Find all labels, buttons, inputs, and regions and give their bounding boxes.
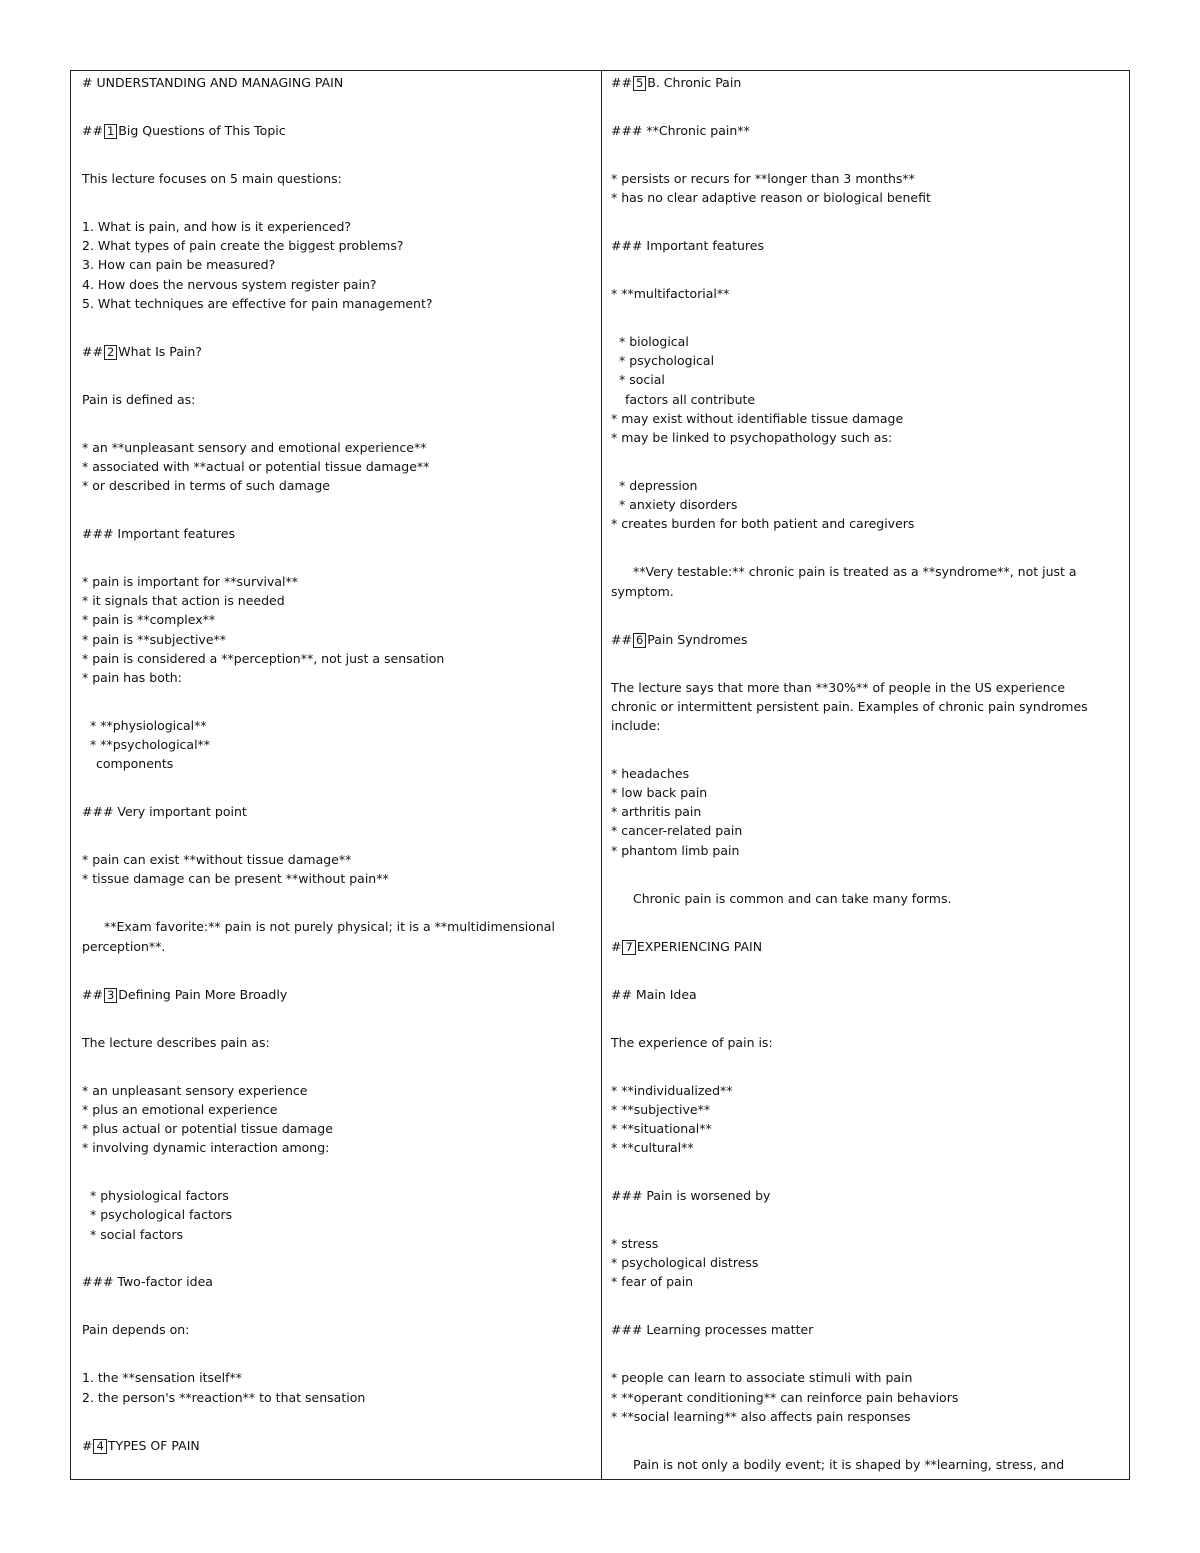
line-text: This lecture focuses on 5 main questions: (82, 170, 342, 186)
blank-line (611, 908, 1121, 937)
blank-line (82, 1052, 592, 1081)
section-heading (82, 342, 592, 361)
text-line (611, 802, 1121, 821)
blank-line (611, 1004, 1121, 1033)
boxed-number: 5 (633, 76, 646, 91)
line-text: B. Chronic Pain (647, 75, 742, 90)
line-text: The experience of pain is: (611, 1034, 773, 1050)
text-line (82, 630, 592, 649)
text-line (611, 409, 1121, 428)
text-line (82, 1205, 592, 1224)
line-text: * anxiety disorders (619, 497, 738, 513)
text-line (611, 678, 1121, 697)
text-line (611, 514, 1121, 533)
line-text: perception**. (82, 938, 166, 954)
text-line (611, 188, 1121, 207)
text-line (611, 582, 1121, 601)
line-text: ### Very important point (82, 804, 247, 820)
heading-marker: # (611, 938, 622, 954)
section-heading (82, 985, 592, 1004)
text-line (82, 754, 592, 773)
column-divider (601, 71, 602, 1479)
text-line (82, 716, 592, 735)
line-text: **Very testable:** chronic pain is treated as a **syndrome**, not just a (633, 564, 1077, 580)
line-text: ### Important features (82, 526, 235, 542)
text-line (82, 1081, 592, 1100)
text-line (82, 917, 592, 936)
line-text: * fear of pain (611, 1274, 694, 1290)
blank-line (82, 188, 592, 217)
blank-line (82, 543, 592, 572)
text-line (611, 841, 1121, 860)
text-line (82, 217, 592, 236)
line-text: * arthritis pain (611, 804, 702, 820)
line-text: * low back pain (611, 785, 708, 801)
line-text: The lecture says that more than **30%** of people in the US experience (611, 679, 1066, 695)
text-line (611, 1320, 1121, 1339)
text-line (611, 764, 1121, 783)
text-line (82, 457, 592, 476)
text-line (82, 438, 592, 457)
section-heading (82, 1436, 592, 1455)
blank-line (82, 1340, 592, 1369)
line-text: components (96, 756, 174, 772)
text-line (82, 668, 592, 687)
blank-line (82, 1407, 592, 1436)
blank-line (82, 140, 592, 169)
text-line (82, 649, 592, 668)
line-text: * creates burden for both patient and caregivers (611, 516, 915, 532)
blank-line (82, 1292, 592, 1321)
text-line (611, 1272, 1121, 1291)
text-line (82, 869, 592, 888)
text-line (82, 1033, 592, 1052)
line-text: ## Main Idea (611, 986, 697, 1002)
text-line (611, 332, 1121, 351)
blank-line (611, 92, 1121, 121)
line-text: * **social learning** also affects pain responses (611, 1408, 911, 1424)
line-text: 3. How can pain be measured? (82, 257, 276, 273)
line-text: * psychological (619, 353, 715, 369)
line-text: Pain is not only a bodily event; it is shaped by **learning, stress, and (633, 1456, 1065, 1472)
line-text: * tissue damage can be present **without pain** (82, 871, 389, 887)
blank-line (82, 687, 592, 716)
line-text: * **operant conditioning** can reinforce pain behaviors (611, 1389, 959, 1405)
line-text: 1. the **sensation itself** (82, 1370, 243, 1386)
line-text: * it signals that action is needed (82, 593, 285, 609)
line-text: * persists or recurs for **longer than 3 months** (611, 170, 915, 186)
heading-marker: ## (82, 343, 103, 359)
text-line (82, 73, 592, 92)
section-heading (611, 937, 1121, 956)
line-text: * pain is **complex** (82, 612, 216, 628)
boxed-number: 7 (622, 940, 635, 955)
text-line (611, 1119, 1121, 1138)
text-line (82, 572, 592, 591)
text-line (82, 1138, 592, 1157)
text-line (611, 697, 1121, 716)
boxed-number: 3 (104, 988, 117, 1003)
line-text: * **individualized** (611, 1082, 733, 1098)
blank-line (82, 313, 592, 342)
blank-line (611, 1340, 1121, 1369)
blank-line (611, 140, 1121, 169)
line-text: ### **Chronic pain** (611, 122, 750, 138)
line-text: The lecture describes pain as: (82, 1034, 270, 1050)
right-column (611, 73, 1121, 1479)
text-line (611, 169, 1121, 188)
line-text: * biological (619, 334, 689, 350)
section-heading (611, 630, 1121, 649)
blank-line (611, 255, 1121, 284)
text-line (82, 1119, 592, 1138)
text-line (611, 1033, 1121, 1052)
blank-line (82, 773, 592, 802)
text-line (611, 562, 1121, 581)
text-line (82, 610, 592, 629)
blank-line (82, 1157, 592, 1186)
text-line (611, 1407, 1121, 1426)
text-line (82, 1368, 592, 1387)
line-text: Defining Pain More Broadly (118, 986, 288, 1002)
line-text: * pain is **subjective** (82, 631, 227, 647)
text-line (82, 1186, 592, 1205)
line-text: Pain Syndromes (647, 631, 748, 647)
text-line (611, 351, 1121, 370)
blank-line (82, 409, 592, 438)
blank-line (611, 956, 1121, 985)
line-text: * **subjective** (611, 1101, 711, 1117)
line-text: Pain is defined as: (82, 391, 196, 407)
blank-line (82, 92, 592, 121)
line-text: * an **unpleasant sensory and emotional experience** (82, 439, 427, 455)
blank-line (611, 601, 1121, 630)
line-text: 2. the person's **reaction** to that sensation (82, 1389, 366, 1405)
heading-marker: # (82, 1437, 93, 1453)
line-text: ### Important features (611, 238, 764, 254)
text-line (82, 937, 592, 956)
text-line (82, 169, 592, 188)
line-text: * people can learn to associate stimuli with pain (611, 1370, 913, 1386)
text-line (611, 1234, 1121, 1253)
text-line (82, 850, 592, 869)
line-text: * pain is important for **survival** (82, 574, 299, 589)
blank-line (82, 821, 592, 850)
text-line (611, 121, 1121, 140)
text-line (611, 284, 1121, 303)
heading-marker: ## (82, 122, 103, 138)
line-text: * depression (619, 478, 698, 494)
text-line (611, 1455, 1121, 1474)
text-line (82, 1388, 592, 1407)
text-line (611, 889, 1121, 908)
text-line (611, 370, 1121, 389)
line-text: 4. How does the nervous system register pain? (82, 276, 377, 292)
boxed-number: 6 (633, 633, 646, 648)
line-text: * phantom limb pain (611, 842, 740, 858)
text-line (611, 1253, 1121, 1272)
text-line (82, 524, 592, 543)
text-line (611, 1368, 1121, 1387)
text-line (611, 716, 1121, 735)
line-text: * **cultural** (611, 1140, 694, 1156)
text-line (82, 1100, 592, 1119)
text-line (82, 591, 592, 610)
text-line (611, 476, 1121, 495)
blank-line (611, 860, 1121, 889)
text-line (611, 1081, 1121, 1100)
line-text: * involving dynamic interaction among: (82, 1140, 330, 1156)
line-text: What Is Pain? (118, 343, 202, 359)
text-line (82, 294, 592, 313)
line-text: * plus actual or potential tissue damage (82, 1120, 333, 1136)
section-heading (611, 73, 1121, 92)
line-text: * **multifactorial** (611, 286, 730, 302)
blank-line (611, 207, 1121, 236)
text-line (82, 735, 592, 754)
text-line (82, 390, 592, 409)
line-text: ### Learning processes matter (611, 1322, 814, 1338)
heading-marker: ## (611, 631, 632, 647)
blank-line (611, 1052, 1121, 1081)
text-line (82, 275, 592, 294)
line-text: EXPERIENCING PAIN (636, 938, 763, 954)
text-line (611, 1138, 1121, 1157)
heading-marker: ## (82, 986, 103, 1002)
text-line (611, 390, 1121, 409)
blank-line (611, 447, 1121, 476)
boxed-number: 1 (104, 124, 117, 139)
line-text: Chronic pain is common and can take many forms. (633, 890, 952, 906)
line-text: * stress (611, 1236, 659, 1252)
line-text: factors all contribute (625, 391, 756, 407)
text-line (611, 495, 1121, 514)
text-line (82, 1225, 592, 1244)
line-text: ### Two-factor idea (82, 1274, 213, 1290)
blank-line (611, 735, 1121, 764)
line-text: * **physiological** (90, 717, 207, 733)
line-text: Big Questions of This Topic (118, 122, 286, 138)
line-text: * psychological factors (90, 1207, 233, 1223)
line-text: chronic or intermittent persistent pain. Examples of chronic pain syndromes (611, 698, 1088, 714)
line-text: # UNDERSTANDING AND MANAGING PAIN (82, 75, 344, 90)
line-text: * physiological factors (90, 1188, 229, 1204)
line-text: 5. What techniques are effective for pain management? (82, 295, 433, 311)
blank-line (611, 1205, 1121, 1234)
blank-line (82, 495, 592, 524)
line-text: * associated with **actual or potential tissue damage** (82, 458, 430, 474)
boxed-number: 4 (93, 1439, 106, 1454)
text-line (611, 985, 1121, 1004)
text-line (82, 236, 592, 255)
blank-line (82, 889, 592, 918)
line-text: 1. What is pain, and how is it experienced? (82, 218, 352, 234)
blank-line (611, 534, 1121, 563)
blank-line (82, 956, 592, 985)
blank-line (82, 361, 592, 390)
left-column (82, 73, 592, 1479)
line-text: * pain is considered a **perception**, not just a sensation (82, 650, 445, 666)
text-line (82, 255, 592, 274)
line-text: * **psychological** (90, 737, 211, 753)
boxed-number: 2 (104, 345, 117, 360)
line-text: * an unpleasant sensory experience (82, 1082, 308, 1098)
line-text: * cancer-related pain (611, 823, 743, 839)
line-text: * **situational** (611, 1120, 712, 1136)
line-text: * social factors (90, 1226, 183, 1242)
text-line (611, 821, 1121, 840)
line-text: * pain has both: (82, 669, 182, 685)
text-line (611, 1100, 1121, 1119)
blank-line (82, 1004, 592, 1033)
line-text: 2. What types of pain create the biggest problems? (82, 238, 404, 254)
blank-line (82, 1244, 592, 1273)
blank-line (611, 303, 1121, 332)
line-text: include: (611, 717, 661, 733)
text-line (611, 1186, 1121, 1205)
line-text: * headaches (611, 765, 690, 781)
blank-line (611, 1157, 1121, 1186)
line-text: symptom. (611, 583, 674, 599)
text-line (611, 428, 1121, 447)
text-line (611, 783, 1121, 802)
line-text: TYPES OF PAIN (107, 1437, 200, 1453)
text-line (82, 1272, 592, 1291)
text-line (82, 1320, 592, 1339)
line-text: ### Pain is worsened by (611, 1188, 771, 1204)
document-page (70, 70, 1130, 1480)
blank-line (611, 1292, 1121, 1321)
section-heading (82, 121, 592, 140)
line-text: * pain can exist **without tissue damage** (82, 852, 352, 868)
line-text: * social (619, 372, 665, 388)
line-text: Pain depends on: (82, 1322, 190, 1338)
text-line (611, 236, 1121, 255)
text-line (611, 1388, 1121, 1407)
line-text: * psychological distress (611, 1255, 759, 1271)
line-text: **Exam favorite:** pain is not purely physical; it is a **multidimensional (104, 919, 555, 935)
text-line (82, 802, 592, 821)
line-text: * or described in terms of such damage (82, 478, 330, 494)
heading-marker: ## (611, 75, 632, 90)
line-text: * has no clear adaptive reason or biological benefit (611, 190, 931, 206)
line-text: * may be linked to psychopathology such as: (611, 430, 893, 446)
blank-line (611, 649, 1121, 678)
line-text: * plus an emotional experience (82, 1101, 278, 1117)
blank-line (611, 1426, 1121, 1455)
line-text: * may exist without identifiable tissue damage (611, 410, 904, 426)
text-line (82, 476, 592, 495)
